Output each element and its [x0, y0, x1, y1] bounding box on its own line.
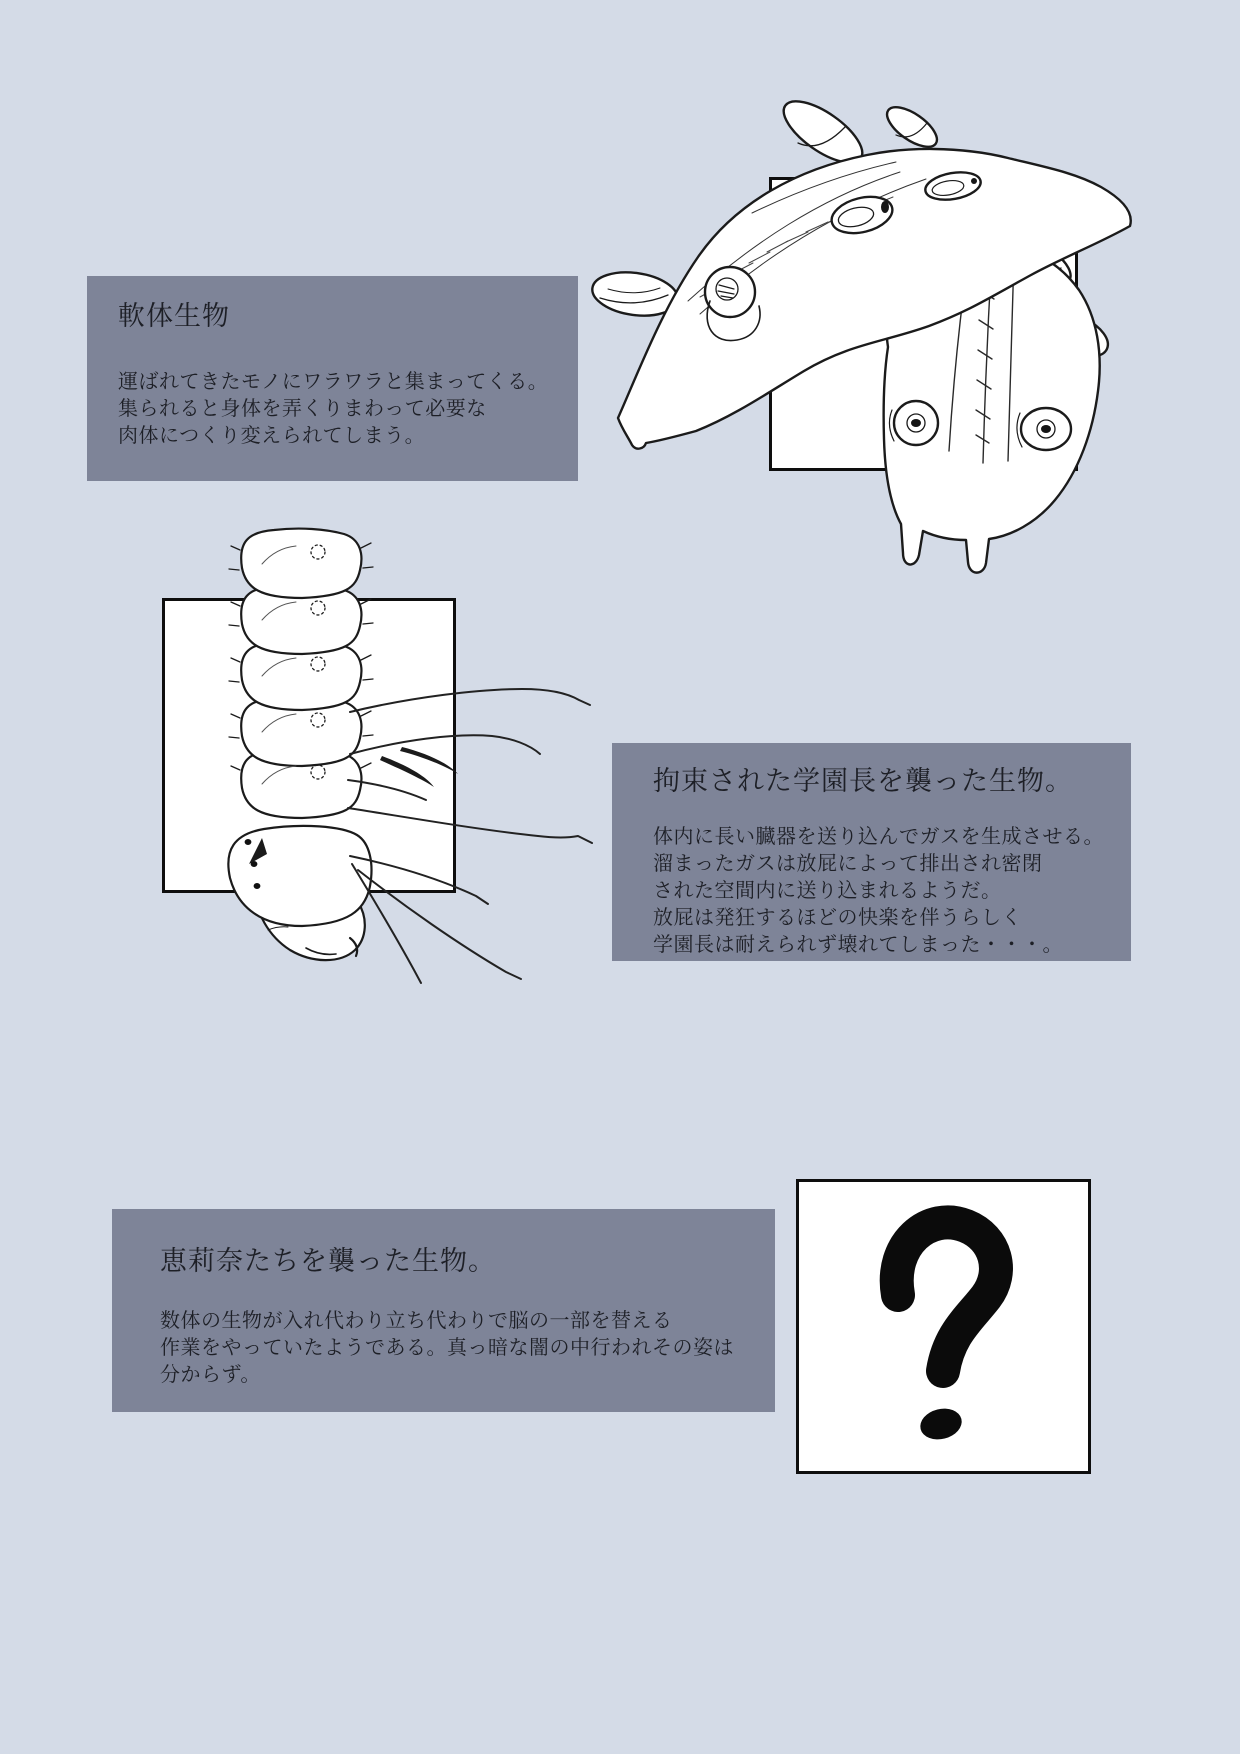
erina-attacker-description: [160, 1308, 775, 1389]
erina-line: 作業をやっていたようである。真っ暗な闇の中行われその姿は: [160, 1337, 734, 1359]
erina-line: 数体の生物が入れ代わり立ち代わりで脳の一部を替える: [160, 1310, 673, 1332]
unknown-creature-card: [796, 1179, 1091, 1474]
soft-body-line: 集られると身体を弄くりまわって必要な: [118, 398, 487, 420]
erina-line: 分からず。: [160, 1364, 261, 1386]
soft-body-description: [118, 369, 578, 450]
principal-line: 学園長は耐えられず壊れてしまった・・・。: [653, 934, 1063, 956]
erina-attacker-panel: [112, 1209, 775, 1412]
principal-line: 放屁は発狂するほどの快楽を伴うらしく: [653, 907, 1022, 929]
principal-line: 体内に長い臓器を送り込んでガスを生成させる。: [653, 826, 1104, 848]
principal-line: された空間内に送り込まれるようだ。: [653, 880, 1002, 902]
principal-attacker-description: [653, 824, 1131, 959]
soft-body-line: 肉体につくり変えられてしまう。: [118, 425, 426, 447]
soft-body-panel: [87, 276, 578, 481]
soft-body-title: 軟体生物: [118, 301, 230, 331]
principal-attacker-title: 拘束された学園長を襲った生物。: [653, 766, 1073, 796]
erina-attacker-title: 恵莉奈たちを襲った生物。: [160, 1246, 496, 1276]
principal-attacker-panel: [612, 743, 1131, 961]
caterpillar-illustration-frame: [162, 598, 456, 893]
soft-body-line: 運ばれてきたモノにワラワラと集まってくる。: [118, 371, 549, 393]
principal-line: 溜まったガスは放屁によって排出され密閉: [653, 853, 1043, 875]
slug-illustration-frame: [769, 177, 1078, 471]
question-mark-icon: [799, 1182, 1088, 1471]
